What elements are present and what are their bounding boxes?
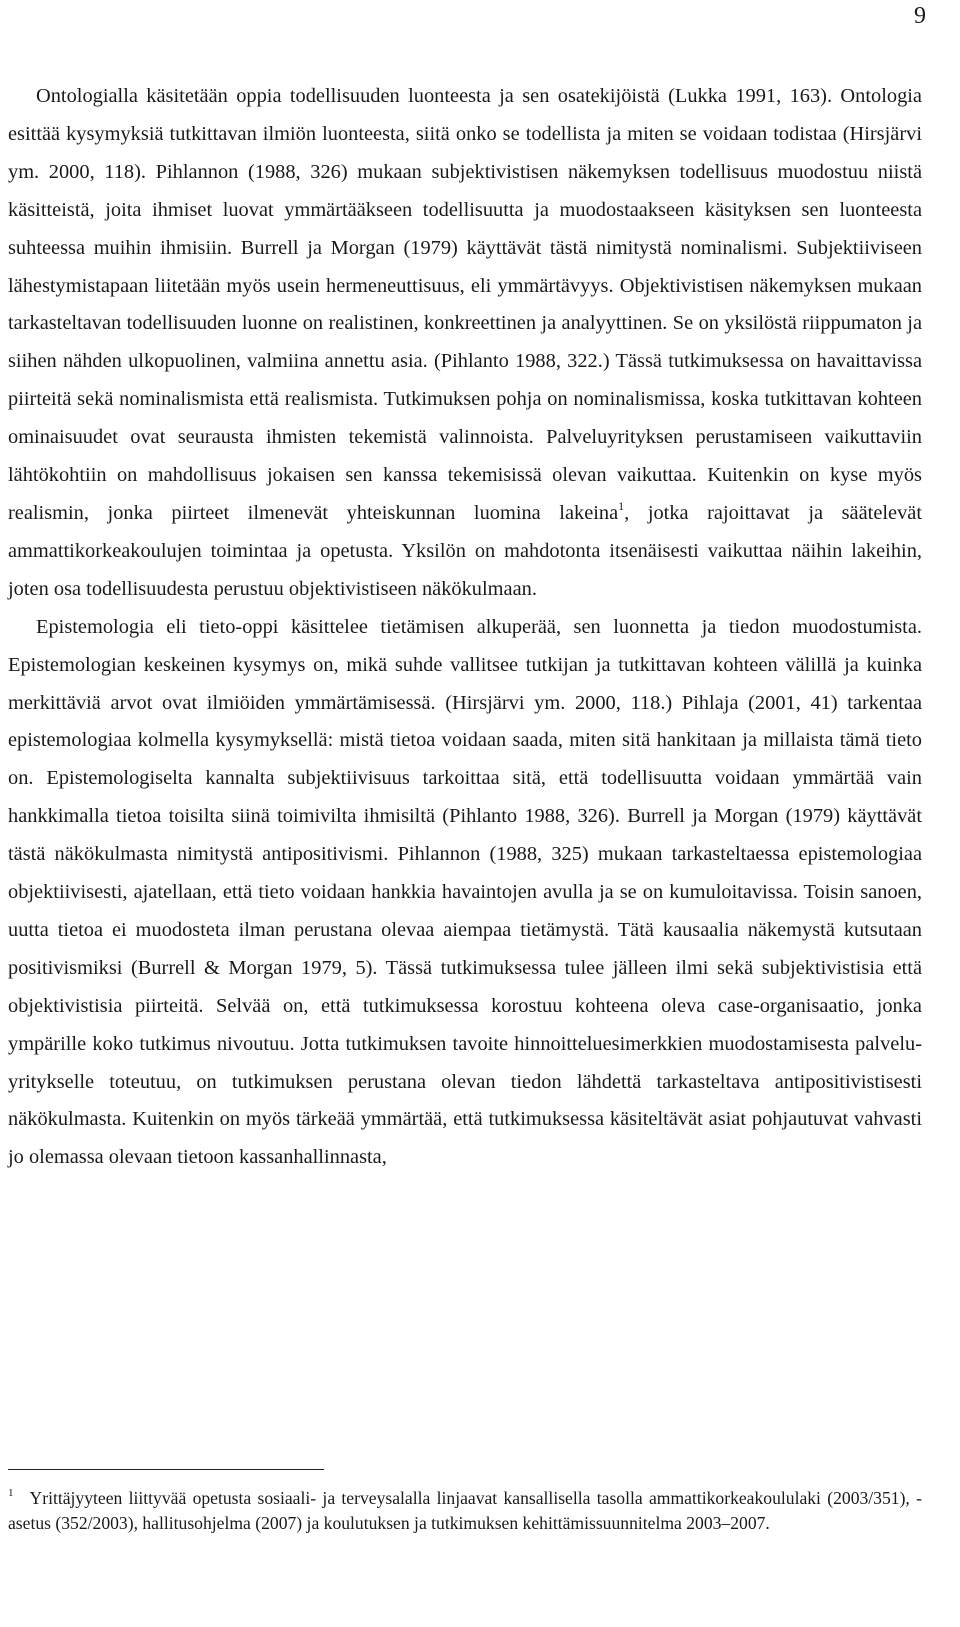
footnote-number: 1 <box>8 1487 14 1499</box>
footnote-reference[interactable]: 1 <box>618 498 625 513</box>
footnote <box>8 1486 922 1537</box>
body-text <box>8 78 922 1177</box>
footnote-text: Yrittäjyyteen liittyvää opetusta sosiaali- ja terveysalalla linjaavat kansallisella tasolla ammattikorkeakoululaki (2003/351), -asetus (352/2003), hallitusohjelma (2007) ja koulutuksen ja tutkimuksen kehittämissuunnitelma 2003–2007. <box>8 1488 922 1534</box>
paragraph-ontology-text-cont: , jotka rajoittavat ja säätelevät ammattikorkeakoulujen toimintaa ja opetusta. Yksilön on mahdotonta itsenäisesti vaikuttaa näihin lakeihin, joten osa todellisuudesta perustuu objektivistiseen näkökulmaan. <box>8 501 922 600</box>
paragraph-ontology-text: Ontologialla käsitetään oppia todellisuuden luonteesta ja sen osatekijöistä (Lukka 1991, 163). Ontologia esittää kysymyksiä tutkittavan ilmiön luonteesta, siitä onko se todellista ja miten se voidaan todistaa (Hirsjärvi ym. 2000, 118). Pihlannon (1988, 326) mukaan subjektivistisen näkemyksen todellisuus muodostuu niistä käsitteistä, joita ihmiset luovat ymmärtääkseen todellisuutta ja muodostaakseen käsityksen sen luonteesta suhteessa muihin ihmisiin. Burrell ja Morgan (1979) käyttävät tästä nimitystä nominalismi. Subjektiiviseen lähestymistapaan liitetään myös usein hermeneuttisuus, eli ymmärtävyys. Objektivistisen näkemyksen mukaan tarkasteltavan todellisuuden luonne on realistinen, konkreettinen ja analyyttinen. Se on yksilöstä riippumaton ja siihen nähden ulkopuolinen, valmiina annettu asia. (Pihlanto 1988, 322.) Tässä tutkimuksessa on havaittavissa piirteitä sekä nominalismista että realismista. Tutkimuksen pohja on nominalismissa, koska tutkittavan kohteen ominaisuudet ovat seurausta ihmisten tekemistä valinnoista. Palveluyrityksen perustamiseen vaikuttaviin lähtökohtiin on mahdollisuus jokaisen sen kanssa tekemisissä olevan vaikuttaa. Kuitenkin on kyse myös realismin, jonka piirteet ilmenevät yhteiskunnan luomina lakeina <box>8 85 922 524</box>
page-number: 9 <box>914 3 926 29</box>
paragraph-epistemology <box>8 609 922 1178</box>
paragraph-epistemology-text: Epistemologia eli tieto-oppi käsittelee tietämisen alkuperää, sen luonnetta ja tiedon muodostumista. Epistemologian keskeinen kysymys on, mikä suhde vallitsee tutkijan ja tutkittavan kohteen välillä ja kuinka merkittäviä arvot ovat ilmiöiden ymmärtämisessä. (Hirsjärvi ym. 2000, 118.) Pihlaja (2001, 41) tarkentaa epistemologiaa kolmella kysymyksellä: mistä tietoa voidaan saada, miten sitä hankitaan ja millaista tämä tieto on. Epistemologiselta kannalta subjektiivisuus tarkoittaa sitä, että todellisuutta voidaan ymmärtää vain hankkimalla tietoa toisilta siinä toimivilta ihmisiltä (Pihlanto 1988, 326). Burrell ja Morgan (1979) käyttävät tästä näkökulmasta nimitystä antipositivismi. Pihlannon (1988, 325) mukaan tarkasteltaessa epistemologiaa objektiivisesti, ajatellaan, että tieto voidaan hankkia havaintojen avulla ja se on kumuloitavissa. Toisin sanoen, uutta tietoa ei muodosteta ilman perustana olevaa aiempaa tietämystä. Tätä kausaalia näkemystä kutsutaan positivismiksi (Burrell & Morgan 1979, 5). Tässä tutkimuksessa tulee jälleen ilmi sekä subjektivistisia että objektivistisia piirteitä. Selvää on, että tutkimuksessa korostuu kohteena oleva case-organisaatio, jonka ympärille koko tutkimus nivoutuu. Jotta tutkimuksen tavoite hinnoitteluesimerkkien muodostamisesta palveluyritykselle toteutuu, on tutkimuksen perustana olevan tiedon lähdettä tarkasteltava antipositivistisesti näkökulmasta. Kuitenkin on myös tärkeää ymmärtää, että tutkimuksessa käsiteltävät asiat pohjautuvat vahvasti jo olemassa olevaan tietoon kassanhallinnasta, <box>8 615 922 1169</box>
paragraph-ontology <box>8 78 922 609</box>
footnote-separator <box>8 1469 324 1470</box>
